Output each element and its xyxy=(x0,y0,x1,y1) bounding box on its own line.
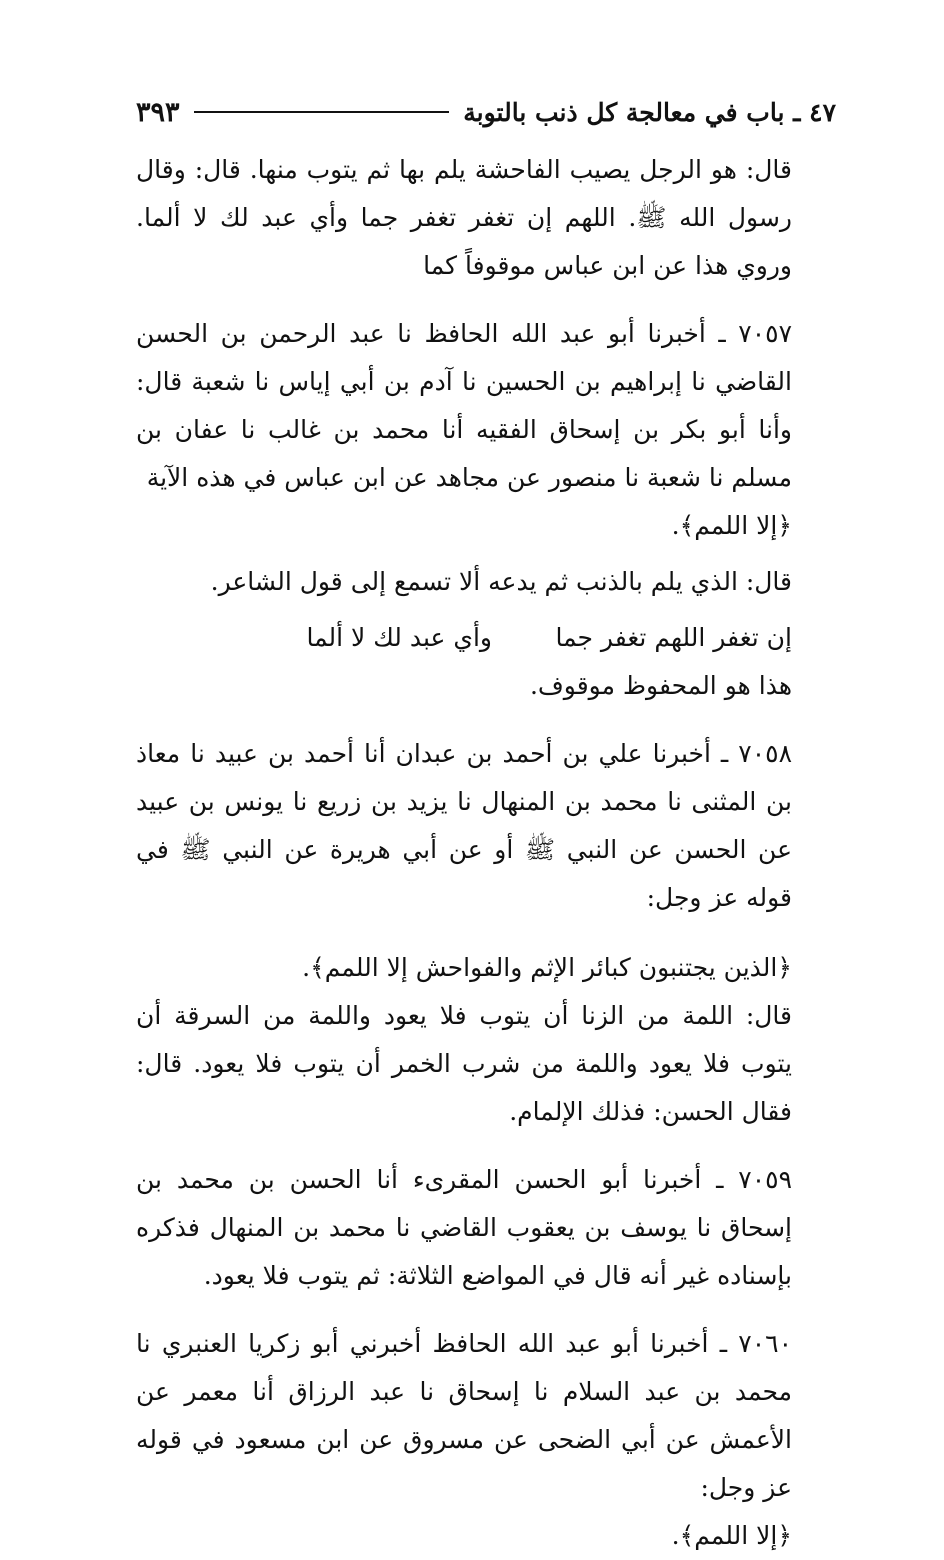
poem-hemistich-second: وأي عبد لك لا ألما xyxy=(306,623,492,652)
hadith-7059: ٧٠٥٩ ـ أخبرنا أبو الحسن المقرىء أنا الحسن بن محمد بن إسحاق نا يوسف بن يعقوب القاضي نا محمد بن المنهال فذكره بإسناده غير أنه قال في المواضع الثلاثة: ثم يتوب فلا يعود. xyxy=(136,1165,792,1290)
quran-quote: ﴿إلا اللمم﴾. xyxy=(671,1521,792,1550)
hadith-7060: ٧٠٦٠ ـ أخبرنا أبو عبد الله الحافظ أخبرني أبو زكريا العنبري نا محمد بن عبد السلام نا إسحاق نا عبد الرزاق أنا معمر عن الأعمش عن أبي الضحى عن مسروق عن ابن مسعود في قوله عز وجل: xyxy=(136,1329,792,1502)
chapter-title: ٤٧ ـ باب في معالجة كل ذنب بالتوبة xyxy=(463,97,836,127)
paragraph-note: هذا هو المحفوظ موقوف. xyxy=(529,671,792,700)
page-number: ٣٩٣ xyxy=(136,96,180,128)
poem-verse xyxy=(136,614,836,662)
header-rule xyxy=(194,111,450,113)
hadith-7058: ٧٠٥٨ ـ أخبرنا علي بن أحمد بن عبدان أنا أحمد بن عبيد نا معاذ بن المثنى نا محمد بن المنهال نا يزيد بن زريع نا يونس بن عبيد عن الحسن عن النبي ﷺ أو عن أبي هريرة عن النبي ﷺ في قوله عز وجل: xyxy=(136,739,792,912)
quran-quote: ﴿إلا اللمم﴾. xyxy=(671,511,792,540)
paragraph-commentary: قال: اللمة من الزنا أن يتوب فلا يعود واللمة من السرقة أن يتوب فلا يعود واللمة من شرب الخمر أن يتوب فلا يعود. قال: فقال الحسن: فذلك الإلمام. xyxy=(136,1001,792,1126)
poem-hemistich-first: إن تغفر اللهم تغفر جما xyxy=(555,623,792,652)
hadith-7057: ٧٠٥٧ ـ أخبرنا أبو عبد الله الحافظ نا عبد الرحمن بن الحسن القاضي نا إبراهيم بن الحسين نا آدم بن أبي إياس نا شعبة قال: وأنا أبو بكر بن إسحاق الفقيه أنا محمد بن غالب نا عفان بن مسلم نا شعبة نا منصور عن مجاهد عن ابن عباس في هذه الآية xyxy=(136,319,792,492)
page-body xyxy=(136,146,836,1560)
paragraph-commentary: قال: الذي يلم بالذنب ثم يدعه ألا تسمع إلى قول الشاعر. xyxy=(210,567,792,596)
quran-quote: ﴿الذين يجتنبون كبائر الإثم والفواحش إلا اللمم﴾. xyxy=(302,953,792,982)
running-header xyxy=(136,92,836,132)
paragraph-commentary: قال: هو الرجل يصيب الفاحشة يلم بها ثم يتوب منها. قال: وقال رسول الله ﷺ. اللهم إن تغفر تغفر جما وأي عبد لك لا ألما. وروي هذا عن ابن عباس موقوفاً كما xyxy=(136,155,792,280)
